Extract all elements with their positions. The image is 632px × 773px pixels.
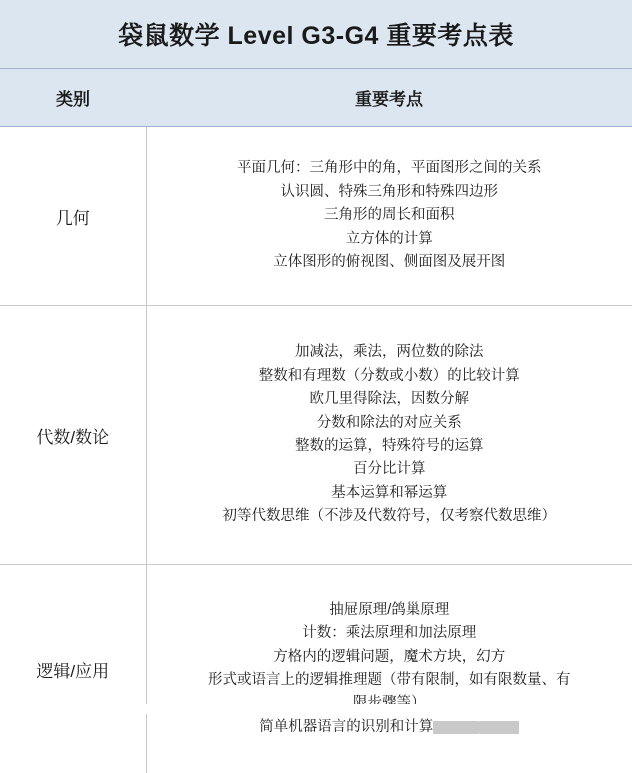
point-line: 计数：乘法原理和加法原理 xyxy=(155,622,625,645)
point-line: 整数和有理数（分数或小数）的比较计算 xyxy=(155,365,625,388)
column-header-points: 重要考点 xyxy=(146,69,632,127)
table-header-row xyxy=(0,69,632,127)
point-line: 基本运算和幂运算 xyxy=(155,482,625,505)
column-header-category: 类别 xyxy=(0,69,146,127)
point-line: 三角形的周长和面积 xyxy=(155,204,625,227)
point-line: 加减法，乘法，两位数的除法 xyxy=(155,341,625,364)
point-line-redacted xyxy=(155,716,625,739)
point-line: 抽屉原理/鸽巢原理 xyxy=(155,599,625,622)
category-cell: 几何 xyxy=(0,127,146,306)
table-row xyxy=(0,306,632,565)
point-line: 认识圆、特殊三角形和特殊四边形 xyxy=(155,181,625,204)
point-line: 方格内的逻辑问题，魔术方块，幻方 xyxy=(155,646,625,669)
point-line: 整数的运算，特殊符号的运算 xyxy=(155,435,625,458)
points-cell xyxy=(146,127,632,306)
redaction-block xyxy=(433,721,479,734)
point-line: 立方体的计算 xyxy=(155,228,625,251)
page-bottom-edge xyxy=(0,704,632,714)
points-cell xyxy=(146,565,632,773)
points-cell xyxy=(146,306,632,565)
point-line: 欧几里得除法，因数分解 xyxy=(155,388,625,411)
point-line-text: 简单机器语言的识别和计算 xyxy=(259,719,433,735)
document-title-bar xyxy=(0,0,632,69)
table-row xyxy=(0,565,632,773)
point-line: 分数和除法的对应关系 xyxy=(155,412,625,435)
redaction-block xyxy=(479,721,519,734)
point-line: 百分比计算 xyxy=(155,458,625,481)
page-title: 袋鼠数学 Level G3-G4 重要考点表 xyxy=(118,16,514,52)
category-cell: 逻辑/应用 xyxy=(0,565,146,773)
exam-points-table xyxy=(0,69,632,773)
point-line: 平面几何：三角形中的角，平面图形之间的关系 xyxy=(155,157,625,180)
table-row xyxy=(0,127,632,306)
category-cell: 代数/数论 xyxy=(0,306,146,565)
point-line: 形式或语言上的逻辑推理题（带有限制，如有限数量、有 xyxy=(155,669,625,692)
point-line: 初等代数思维（不涉及代数符号，仅考察代数思维） xyxy=(155,505,625,528)
point-line: 立体图形的俯视图、侧面图及展开图 xyxy=(155,251,625,274)
